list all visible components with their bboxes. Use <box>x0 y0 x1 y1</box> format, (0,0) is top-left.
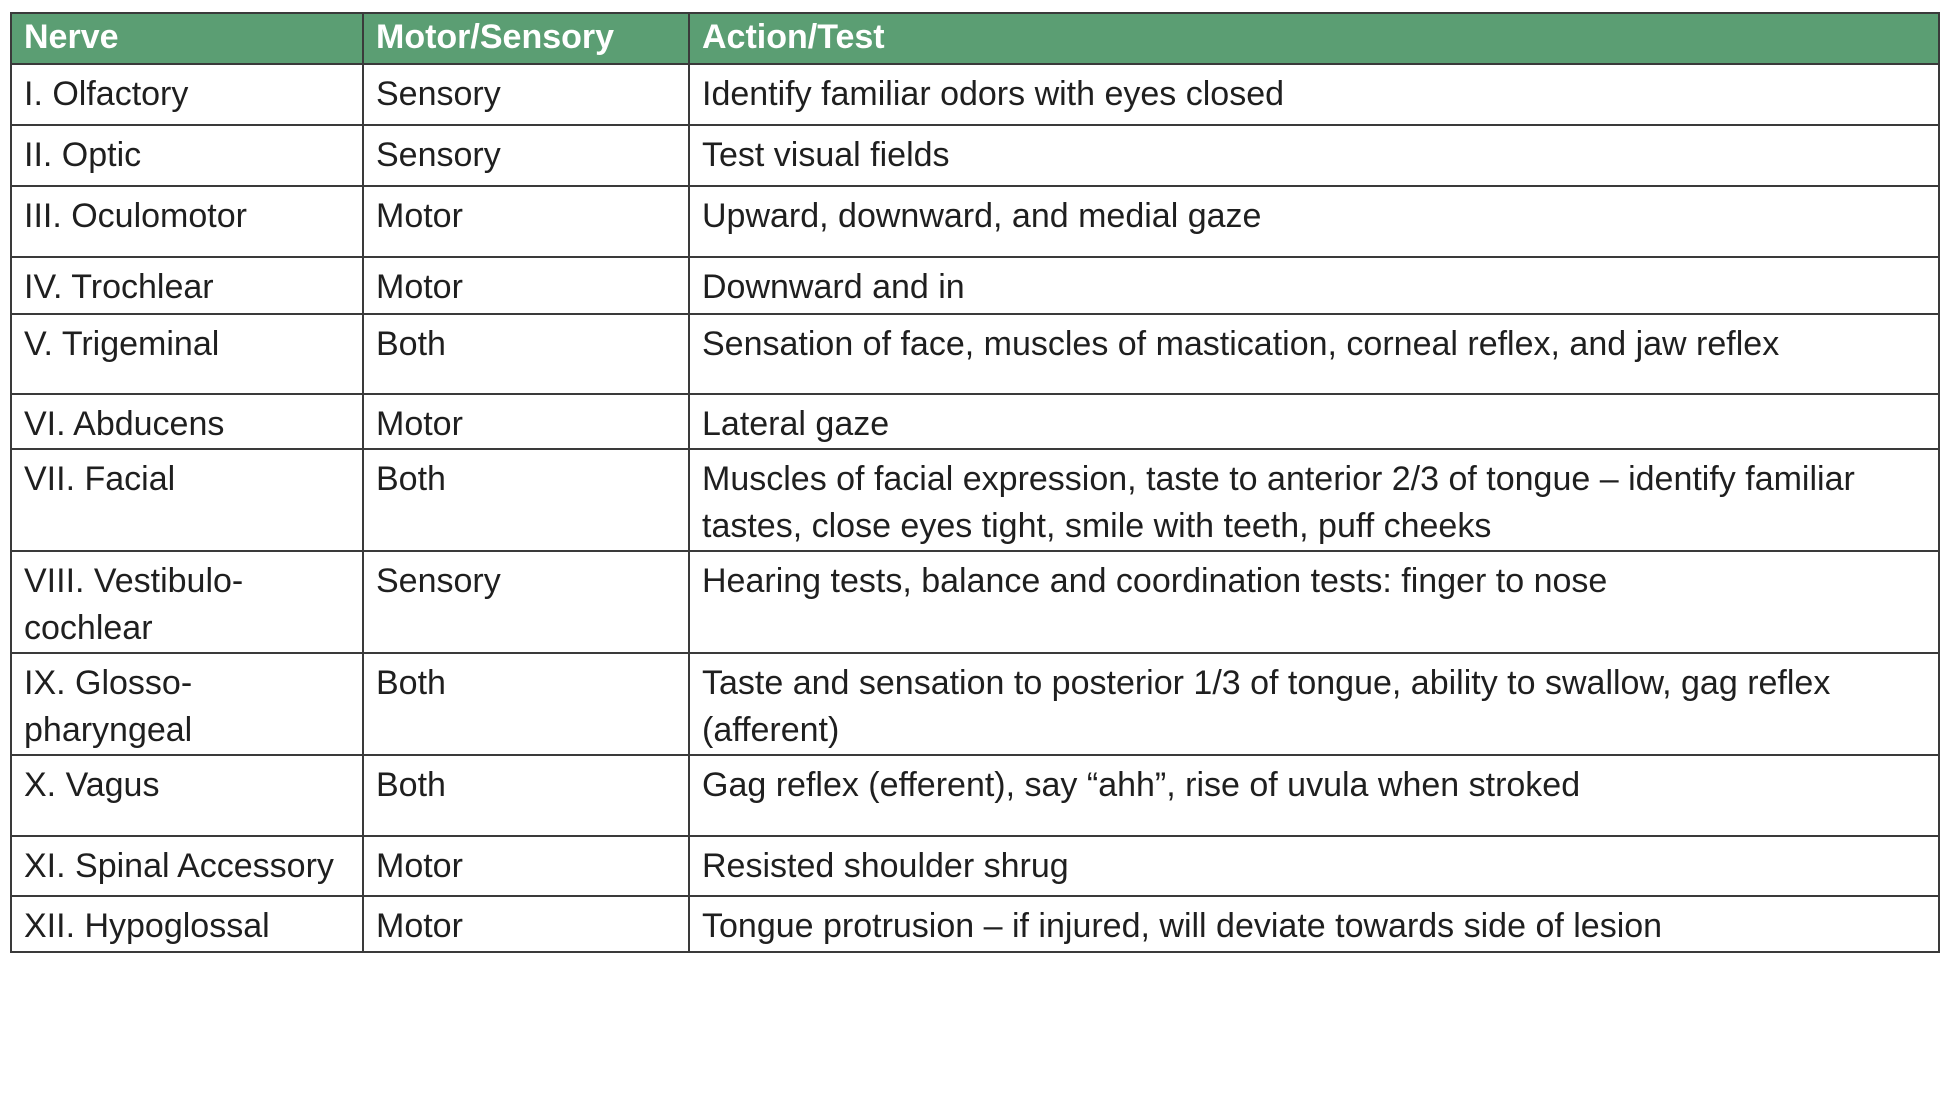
table-row <box>11 394 1939 449</box>
test-cell: Identify familiar odors with eyes closed <box>689 64 1939 125</box>
header-nerve: Nerve <box>11 13 363 64</box>
test-cell: Lateral gaze <box>689 394 1939 449</box>
table-row <box>11 449 1939 551</box>
type-cell: Motor <box>363 394 689 449</box>
nerve-cell: XI. Spinal Accessory <box>11 836 363 896</box>
test-cell: Hearing tests, balance and coordination tests: finger to nose <box>689 551 1939 653</box>
nerve-cell: VI. Abducens <box>11 394 363 449</box>
table-row <box>11 64 1939 125</box>
nerve-cell: IX. Glosso-pharyngeal <box>11 653 363 755</box>
type-cell: Both <box>363 653 689 755</box>
cranial-nerves-table <box>10 12 1940 953</box>
type-cell: Both <box>363 314 689 394</box>
test-cell: Resisted shoulder shrug <box>689 836 1939 896</box>
table-row <box>11 125 1939 186</box>
nerve-cell: VIII. Vestibulo-cochlear <box>11 551 363 653</box>
type-cell: Both <box>363 755 689 836</box>
nerve-cell: V. Trigeminal <box>11 314 363 394</box>
table-body <box>11 64 1939 952</box>
type-cell: Sensory <box>363 551 689 653</box>
nerve-cell: XII. Hypoglossal <box>11 896 363 952</box>
header-row <box>11 13 1939 64</box>
header-motor-sensory: Motor/Sensory <box>363 13 689 64</box>
test-cell: Gag reflex (efferent), say “ahh”, rise of uvula when stroked <box>689 755 1939 836</box>
nerve-cell: III. Oculomotor <box>11 186 363 257</box>
type-cell: Sensory <box>363 64 689 125</box>
test-cell: Taste and sensation to posterior 1/3 of tongue, ability to swallow, gag reflex (afferent) <box>689 653 1939 755</box>
type-cell: Sensory <box>363 125 689 186</box>
header-action-test: Action/Test <box>689 13 1939 64</box>
table-row <box>11 551 1939 653</box>
test-cell: Sensation of face, muscles of mastication, corneal reflex, and jaw reflex <box>689 314 1939 394</box>
type-cell: Motor <box>363 186 689 257</box>
cranial-nerves-table-container <box>10 12 1938 953</box>
nerve-cell: IV. Trochlear <box>11 257 363 314</box>
table-row <box>11 896 1939 952</box>
table-header <box>11 13 1939 64</box>
nerve-cell: II. Optic <box>11 125 363 186</box>
table-row <box>11 653 1939 755</box>
nerve-cell: VII. Facial <box>11 449 363 551</box>
nerve-cell: X. Vagus <box>11 755 363 836</box>
test-cell: Tongue protrusion – if injured, will deviate towards side of lesion <box>689 896 1939 952</box>
table-row <box>11 836 1939 896</box>
type-cell: Both <box>363 449 689 551</box>
table-row <box>11 314 1939 394</box>
table-row <box>11 755 1939 836</box>
nerve-cell: I. Olfactory <box>11 64 363 125</box>
table-row <box>11 186 1939 257</box>
test-cell: Test visual fields <box>689 125 1939 186</box>
test-cell: Downward and in <box>689 257 1939 314</box>
test-cell: Upward, downward, and medial gaze <box>689 186 1939 257</box>
type-cell: Motor <box>363 896 689 952</box>
table-row <box>11 257 1939 314</box>
test-cell: Muscles of facial expression, taste to anterior 2/3 of tongue – identify familiar tastes, close eyes tight, smile with teeth, puff cheeks <box>689 449 1939 551</box>
type-cell: Motor <box>363 257 689 314</box>
type-cell: Motor <box>363 836 689 896</box>
